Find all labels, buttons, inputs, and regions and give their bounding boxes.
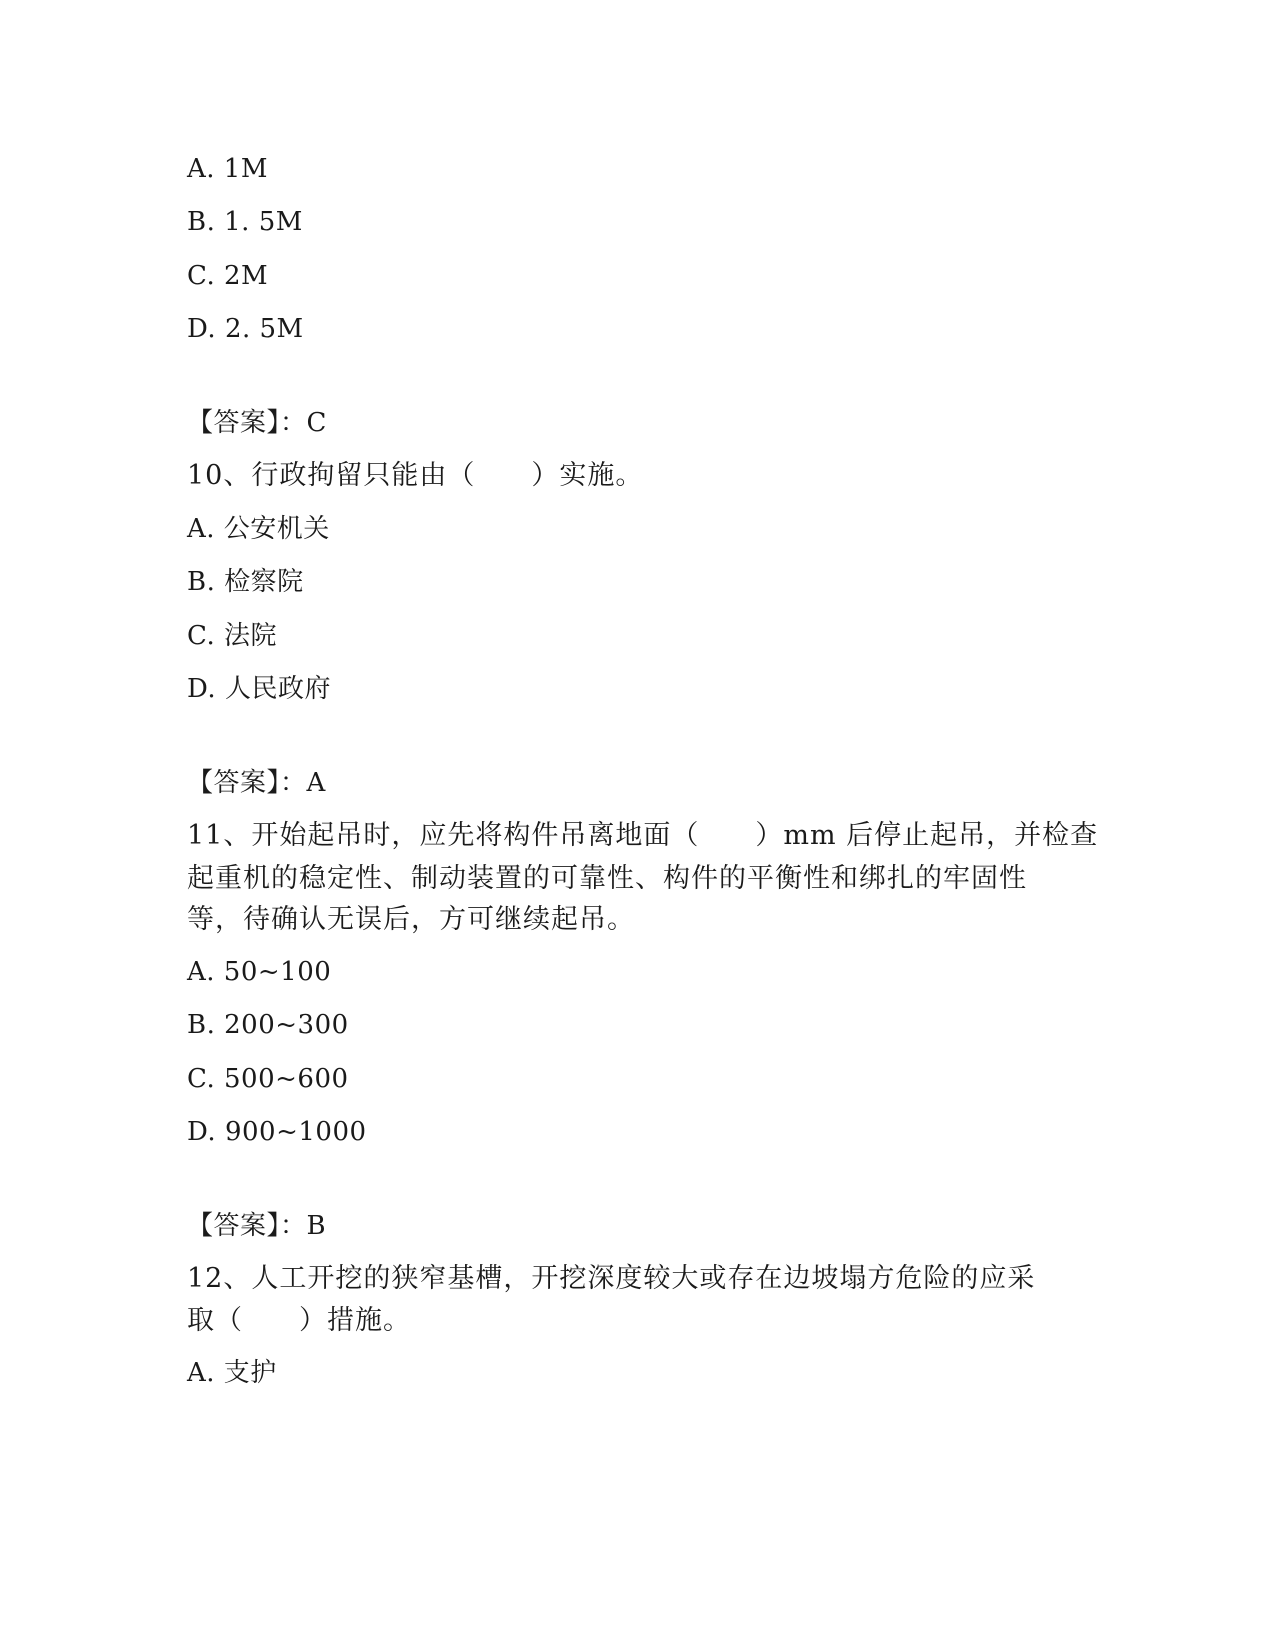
answer-line: 【答案】：A xyxy=(187,768,326,798)
option-c: C. 法院 xyxy=(187,621,277,651)
question-12-line-2: 取（ ）措施。 xyxy=(187,1305,411,1336)
option-b: B. 检察院 xyxy=(187,567,304,597)
option-d: D. 2. 5M xyxy=(187,314,304,344)
question-12-line-1: 12、人工开挖的狭窄基槽，开挖深度较大或存在边坡塌方危险的应采 xyxy=(187,1263,1036,1294)
option-c: C. 2M xyxy=(187,261,269,291)
option-d: D. 900~1000 xyxy=(187,1117,367,1147)
question-10: 10、行政拘留只能由（ ）实施。 xyxy=(187,460,644,491)
option-b: B. 200~300 xyxy=(187,1010,349,1040)
option-a: A. 支护 xyxy=(187,1358,277,1388)
option-b: B. 1. 5M xyxy=(187,207,303,237)
question-11-line-1: 11、开始起吊时，应先将构件吊离地面（ ）mm 后停止起吊，并检查 xyxy=(187,820,1099,851)
question-11-line-3: 等，待确认无误后，方可继续起吊。 xyxy=(187,904,635,935)
option-d: D. 人民政府 xyxy=(187,674,331,704)
option-a: A. 50~100 xyxy=(187,957,332,987)
option-a: A. 公安机关 xyxy=(187,514,330,544)
answer-line: 【答案】：C xyxy=(187,408,327,438)
option-a: A. 1M xyxy=(187,154,268,184)
answer-line: 【答案】：B xyxy=(187,1211,327,1241)
question-11-line-2: 起重机的稳定性、制动装置的可靠性、构件的平衡性和绑扎的牢固性 xyxy=(187,863,1027,894)
option-c: C. 500~600 xyxy=(187,1064,349,1094)
